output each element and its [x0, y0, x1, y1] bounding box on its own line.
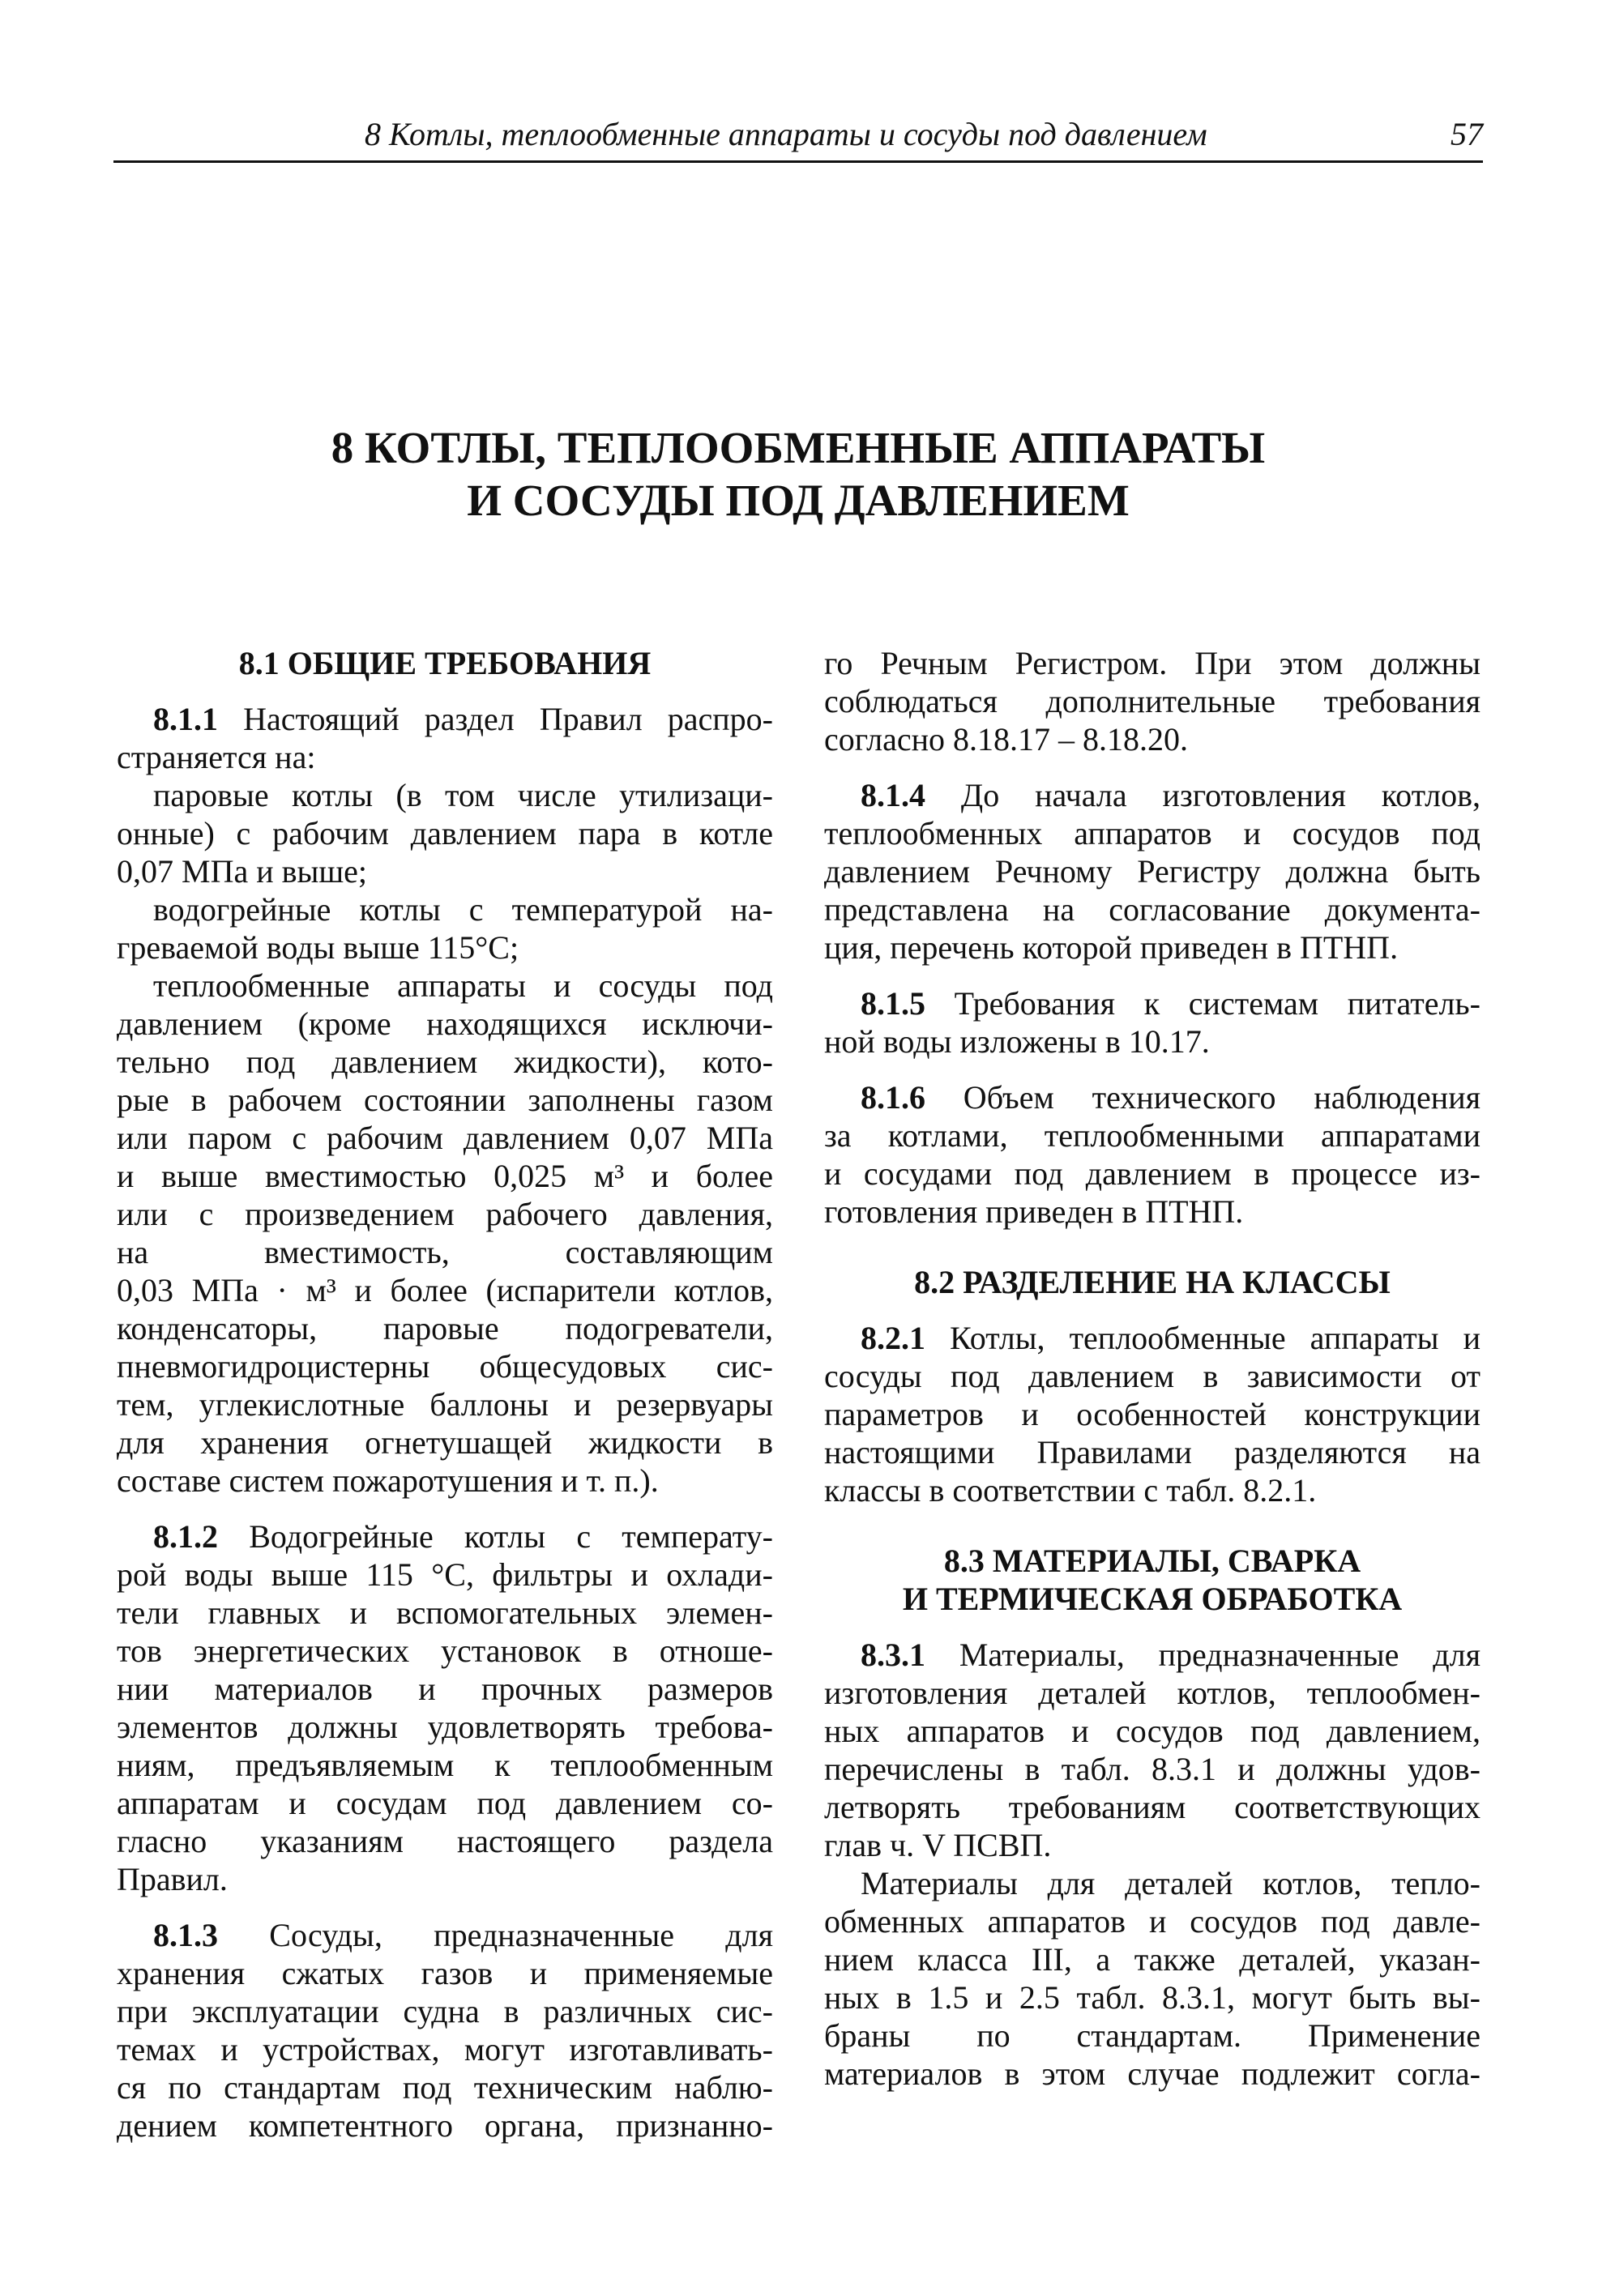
clause-number: 8.1.5 [861, 985, 925, 1022]
text-line: для хранения огнетушащей жидкости в [117, 1424, 773, 1461]
text-line: элементов должны удовлетворять требова- [117, 1709, 773, 1745]
running-title: 8 Котлы, теплообменные аппараты и сосуды под давлением [365, 116, 1207, 152]
text-line: тели главных и вспомогательных элемен- [117, 1594, 773, 1631]
text-line: ниям, предъявляемым к теплообменным [117, 1747, 773, 1783]
text-line: нии материалов и прочных размеров [117, 1671, 773, 1707]
text-line: греваемой воды выше 115°C; [117, 929, 519, 966]
text-line: или паром с рабочим давлением 0,07 МПа [117, 1120, 773, 1156]
text-line: тов энергетических установок в отноше- [117, 1632, 773, 1669]
text-line: обменных аппаратов и сосудов под давле- [824, 1903, 1480, 1940]
text-line: рой воды выше 115 °C, фильтры и охлади- [117, 1556, 773, 1593]
section-heading-8-3-line-2: И ТЕРМИЧЕСКАЯ ОБРАБОТКА [902, 1581, 1403, 1617]
chapter-title-line-1: 8 КОТЛЫ, ТЕПЛООБМЕННЫЕ АППАРАТЫ [331, 423, 1266, 472]
text-line: темах и устройствах, могут изготавливать- [117, 2031, 773, 2068]
text-line: тельно под давлением жидкости), кото- [117, 1043, 773, 1080]
paragraph-8-1-6 [824, 1078, 1480, 1231]
paragraph-8-1-2 [117, 1517, 773, 1898]
clause-number: 8.1.6 [861, 1079, 925, 1116]
clause-number: 8.1.1 [153, 701, 218, 737]
text-line: 0,07 МПа и выше; [117, 853, 368, 890]
clause-number: 8.3.1 [861, 1637, 925, 1673]
text-line: материалов в этом случае подлежит согла- [824, 2055, 1480, 2092]
clause-number: 8.1.2 [153, 1518, 218, 1555]
text-line: 8.1.6 Объем технического наблюдения [861, 1079, 1480, 1116]
text-line: 8.1.5 Требования к системам питатель- [861, 985, 1480, 1022]
text-line: и выше вместимостью 0,025 м³ и более [117, 1158, 773, 1194]
text-line: представлена на согласование документа- [824, 891, 1480, 928]
text-line: на вместимость, составляющим [117, 1234, 773, 1270]
chapter-title [113, 421, 1483, 527]
text-line: теплообменные аппараты и сосуды под [153, 967, 773, 1004]
text-line: готовления приведен в ПТНП. [824, 1193, 1244, 1230]
text-line: 8.1.3 Сосуды, предназначенные для [153, 1917, 773, 1953]
text-line: гласно указаниям настоящего раздела [117, 1823, 773, 1859]
running-header [113, 112, 1483, 163]
text-line: перечислены в табл. 8.3.1 и должны удов- [824, 1751, 1480, 1787]
paragraph-materials [824, 1864, 1480, 2093]
text-line: и сосудами под давлением в процессе из- [824, 1155, 1480, 1192]
right-column [824, 644, 1480, 2093]
text-line: настоящими Правилами разделяются на [824, 1434, 1480, 1470]
left-column [117, 644, 773, 2144]
text-line: сосуды под давлением в зависимости от [824, 1358, 1480, 1394]
text-line: при эксплуатации судна в различных сис- [117, 1993, 773, 2029]
text-line: ных аппаратов и сосудов под давлением, [824, 1713, 1480, 1749]
clause-number: 8.1.3 [153, 1917, 218, 1953]
text-line: Правил. [117, 1861, 228, 1897]
text-line: рые в рабочем состоянии заполнены газом [117, 1082, 773, 1118]
paragraph-8-1-5 [824, 984, 1480, 1061]
paragraph-8-3-1 [824, 1636, 1480, 1864]
text-line: 8.1.1 Настоящий раздел Правил распро- [153, 701, 773, 737]
paragraph-steam-boilers [117, 776, 773, 890]
text-line: давлением Речному Регистру должна быть [824, 853, 1480, 890]
text-line: нием класса III, а также деталей, указан- [824, 1941, 1480, 1978]
text-line: дением компетентного органа, признанно- [117, 2107, 773, 2144]
text-line: теплообменных аппаратов и сосудов под [824, 815, 1480, 851]
text-line: соблюдаться дополнительные требования [824, 683, 1480, 719]
clause-number: 8.2.1 [861, 1320, 925, 1356]
text-line: за котлами, теплообменными аппаратами [824, 1117, 1480, 1154]
text-line: тем, углекислотные баллоны и резервуары [117, 1386, 773, 1423]
text-line: го Речным Регистром. При этом должны [824, 645, 1480, 681]
paragraph-8-1-3-continued [824, 644, 1480, 758]
text-line: ных в 1.5 и 2.5 табл. 8.3.1, могут быть вы- [824, 1979, 1480, 2016]
text-line: конденсаторы, паровые подогреватели, [117, 1310, 773, 1346]
text-line: паровые котлы (в том числе утилизаци- [153, 777, 773, 813]
text-line: ся по стандартам под техническим наблю- [117, 2069, 773, 2106]
text-line: браны по стандартам. Применение [824, 2017, 1480, 2054]
paragraph-heat-exchangers [117, 967, 773, 1500]
paragraph-water-boilers [117, 890, 773, 967]
text-line: или с произведением рабочего давления, [117, 1196, 773, 1232]
text-line: составе систем пожаротушения и т. п.). [117, 1462, 659, 1499]
text-line: хранения сжатых газов и применяемые [117, 1955, 773, 1991]
chapter-title-line-2: И СОСУДЫ ПОД ДАВЛЕНИЕМ [467, 476, 1130, 525]
text-line: Материалы для деталей котлов, тепло- [861, 1865, 1480, 1901]
text-line: летворять требованиям соответствующих [824, 1789, 1480, 1825]
text-line: 0,03 МПа · м³ и более (испарители котлов, [117, 1272, 773, 1308]
section-heading-8-3-line-1: 8.3 МАТЕРИАЛЫ, СВАРКА [943, 1543, 1361, 1579]
text-line: классы в соответствии с табл. 8.2.1. [824, 1472, 1317, 1509]
text-line: онные) с рабочим давлением пара в котле [117, 815, 773, 851]
text-line: 8.1.2 Водогрейные котлы с температу- [153, 1518, 773, 1555]
section-heading-8-2: 8.2 РАЗДЕЛЕНИЕ НА КЛАССЫ [914, 1264, 1391, 1300]
page-number: 57 [1451, 116, 1483, 152]
text-line: давлением (кроме находящихся исключи- [117, 1005, 773, 1042]
text-line: аппаратам и сосудам под давлением со- [117, 1785, 773, 1821]
text-line: глав ч. V ПСВП. [824, 1827, 1052, 1863]
text-line: параметров и особенностей конструкции [824, 1396, 1480, 1432]
paragraph-8-1-1 [117, 700, 773, 776]
text-line: ной воды изложены в 10.17. [824, 1023, 1210, 1060]
text-line: 8.3.1 Материалы, предназначенные для [861, 1637, 1480, 1673]
text-line: 8.1.4 До начала изготовления котлов, [861, 777, 1480, 813]
paragraph-8-1-3 [117, 1916, 773, 2144]
text-line: водогрейные котлы с температурой на- [153, 891, 773, 928]
paragraph-8-1-4 [824, 776, 1480, 967]
text-line: 8.2.1 Котлы, теплообменные аппараты и [861, 1320, 1480, 1356]
text-line: страняется на: [117, 739, 316, 775]
section-heading-8-1: 8.1 ОБЩИЕ ТРЕБОВАНИЯ [238, 645, 652, 681]
paragraph-8-2-1 [824, 1319, 1480, 1509]
text-line: согласно 8.18.17 – 8.18.20. [824, 721, 1189, 758]
clause-number: 8.1.4 [861, 777, 925, 813]
text-line: изготовления деталей котлов, теплообмен- [824, 1675, 1480, 1711]
text-line: ция, перечень которой приведен в ПТНП. [824, 929, 1399, 966]
text-line: пневмогидроцистерны общесудовых сис- [117, 1348, 773, 1385]
